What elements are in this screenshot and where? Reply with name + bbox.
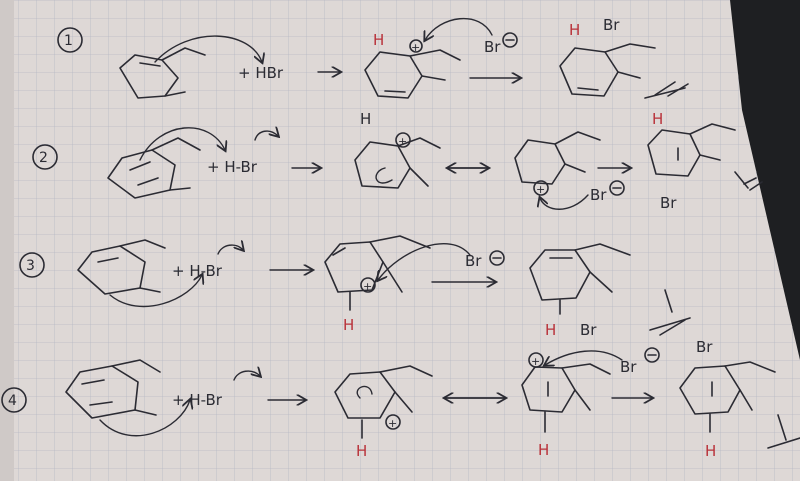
svg-text:+: + <box>536 183 546 196</box>
step-2-number: 2 <box>39 150 48 166</box>
step-1-reagent: + HBr <box>238 64 284 82</box>
step-2-product-br: Br <box>660 194 677 212</box>
step-4-intermediate-h-1: H <box>356 442 368 460</box>
step-4-intermediate-h-2: H <box>538 441 550 459</box>
step-2-reagent: + H-Br <box>207 158 257 176</box>
step-3-product-h: H <box>545 321 557 339</box>
step-1-number: 1 <box>64 33 73 49</box>
svg-text:+: + <box>531 355 541 368</box>
svg-text:+: + <box>363 280 373 293</box>
step-4-product-h: H <box>705 442 717 460</box>
svg-text:+: + <box>398 135 408 148</box>
step-3-number: 3 <box>26 258 35 274</box>
step-4-number: 4 <box>8 393 17 409</box>
step-3-reagent: + H-Br <box>172 262 222 280</box>
step-2-intermediate-h: H <box>360 110 372 128</box>
step-3-intermediate-h: H <box>343 316 355 334</box>
step-4-reagent: + H-Br <box>172 391 222 409</box>
step-4-anion: Br <box>620 358 637 376</box>
step-1-product-h: H <box>569 21 581 39</box>
step-2-product-h: H <box>652 110 664 128</box>
step-1-intermediate-h: H <box>373 31 385 49</box>
step-4-product-br: Br <box>696 338 713 356</box>
step-1-product-br: Br <box>603 16 620 34</box>
svg-text:+: + <box>388 417 398 430</box>
step-3-product-br: Br <box>580 321 597 339</box>
step-1-anion: Br <box>484 38 501 56</box>
svg-text:+: + <box>411 41 421 54</box>
step-2-anion: Br <box>590 186 607 204</box>
step-3-anion: Br <box>465 252 482 270</box>
